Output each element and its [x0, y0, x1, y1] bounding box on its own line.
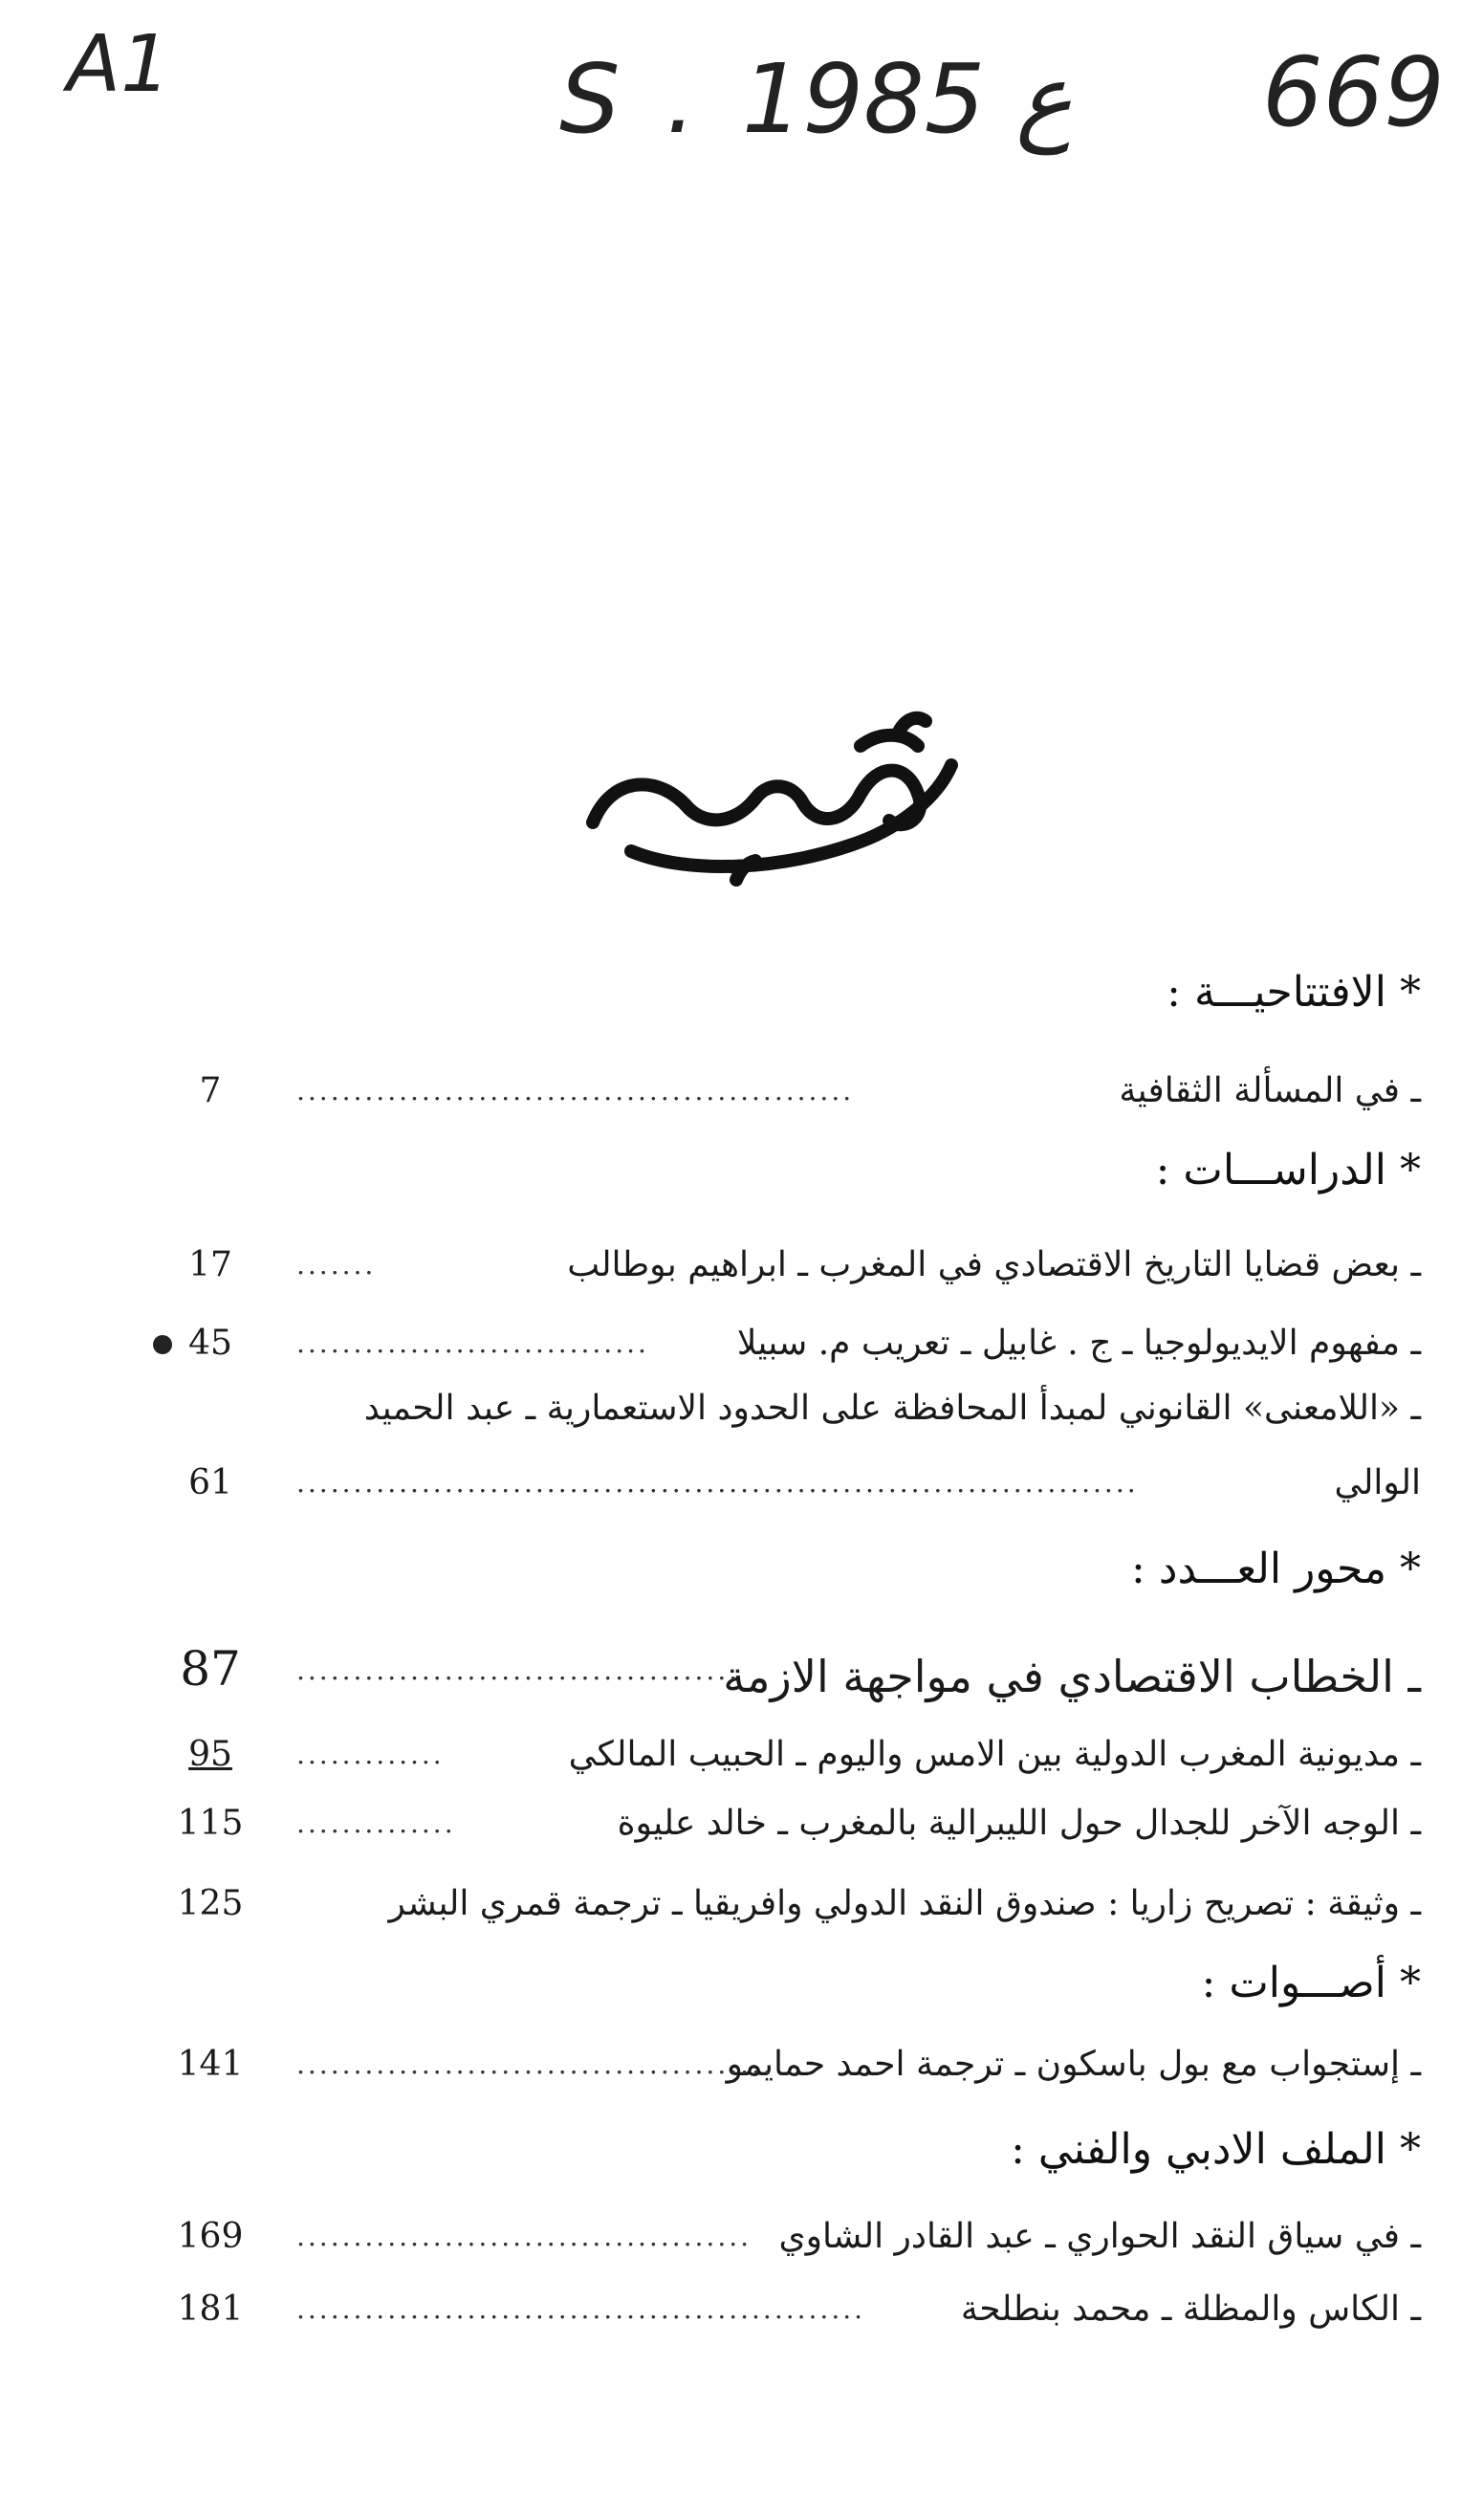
toc-entry[interactable] [172, 1641, 1421, 1704]
leader-dots: ................................................. [296, 1075, 855, 1107]
entry-title: ـ مفهوم الايديولوجيا ـ ج . غابيل ـ تعريب م. سبيلا [736, 1324, 1421, 1363]
entry-title: ـ بعض قضايا التاريخ الاقتصادي في المغرب ـ ابراهيم بوطالب [567, 1245, 1421, 1284]
entry-page-number: 17 [188, 1245, 232, 1284]
leader-dots: ........................................ [296, 2221, 752, 2252]
entry-page-number: 45 [188, 1324, 232, 1363]
entry-title: ـ الكاس والمظلة ـ محمد بنطلحة [960, 2290, 1421, 2329]
entry-page-number: 61 [188, 1463, 232, 1502]
leader-dots: ............. [296, 1739, 445, 1770]
section-heading-voices: * أصـــوات : [1201, 1959, 1421, 2007]
margin-bullet-mark [153, 1335, 172, 1354]
entry-title: ـ وثيقة : تصريح زاريا : صندوق النقد الدولي وافريقيا ـ ترجمة قمري البشر [388, 1884, 1421, 1923]
section-heading-editorial: * الافتتاحيـــة : [1167, 968, 1421, 1017]
entry-title: ـ إستجواب مع بول باسكون ـ ترجمة احمد حمايمو [726, 2045, 1421, 2084]
entry-title: ـ الخطاب الاقتصادي في مواجهة الازمة [723, 1651, 1421, 1702]
entry-page-number: 115 [177, 1804, 244, 1843]
leader-dots: ....... [296, 1249, 377, 1281]
toc-entry[interactable] [172, 1389, 1421, 1442]
toc-entry[interactable] [172, 2290, 1421, 2343]
toc-entry[interactable] [172, 1804, 1421, 1857]
handwritten-page-number: 669 [1262, 36, 1445, 148]
toc-entry[interactable] [172, 1245, 1421, 1299]
entry-page-number: 7 [199, 1071, 222, 1110]
section-heading-issue-focus: * محور العـــدد : [1131, 1545, 1421, 1593]
entry-title: ـ «اللامعنى» القانوني لمبدأ المحافظة على الحدود الاستعمارية ـ عبد الحميد [363, 1389, 1421, 1428]
section-heading-literary-file: * الملف الادبي والفني : [1011, 2125, 1421, 2174]
entry-page-number: 181 [177, 2290, 244, 2329]
leader-dots: ............................... [296, 1327, 649, 1359]
entry-title: ـ مديونية المغرب الدولية بين الامس واليوم ـ الحبيب المالكي [568, 1735, 1421, 1774]
leader-dots: ....................................... [296, 1654, 741, 1686]
leader-dots: .......................................... [296, 2049, 774, 2080]
toc-entry[interactable] [172, 1735, 1421, 1788]
leader-dots: .............. [296, 1808, 456, 1839]
toc-entry[interactable] [172, 1324, 1421, 1377]
entry-title: ـ الوجه الآخر للجدال حول الليبرالية بالمغرب ـ خالد عليوة [617, 1804, 1421, 1843]
entry-page-number: 95 [188, 1735, 232, 1774]
entry-title: ـ في سياق النقد الحواري ـ عبد القادر الشاوي [778, 2217, 1421, 2256]
toc-entry[interactable] [172, 1884, 1421, 1938]
section-heading-studies: * الدراســـات : [1155, 1146, 1421, 1194]
toc-entry-continuation[interactable] [172, 1463, 1421, 1517]
entry-page-number: 169 [177, 2217, 244, 2256]
entry-page-number: 125 [177, 1884, 244, 1923]
toc-entry[interactable] [172, 2045, 1421, 2098]
entry-title-continuation: الوالي [1334, 1463, 1421, 1502]
handwritten-reference-code: A1 [67, 19, 171, 110]
entry-page-number: 87 [180, 1641, 241, 1697]
entry-page-number: 141 [177, 2045, 244, 2084]
handwritten-date-reference: S . ع 1985 [559, 43, 1073, 155]
toc-entry[interactable] [172, 1071, 1421, 1125]
entry-title: ـ في المسألة الثقافية [1119, 1071, 1421, 1110]
leader-dots: .................................................. [296, 2293, 866, 2325]
leader-dots: .......................................................................... [296, 1467, 1139, 1499]
toc-entry[interactable] [172, 2217, 1421, 2270]
